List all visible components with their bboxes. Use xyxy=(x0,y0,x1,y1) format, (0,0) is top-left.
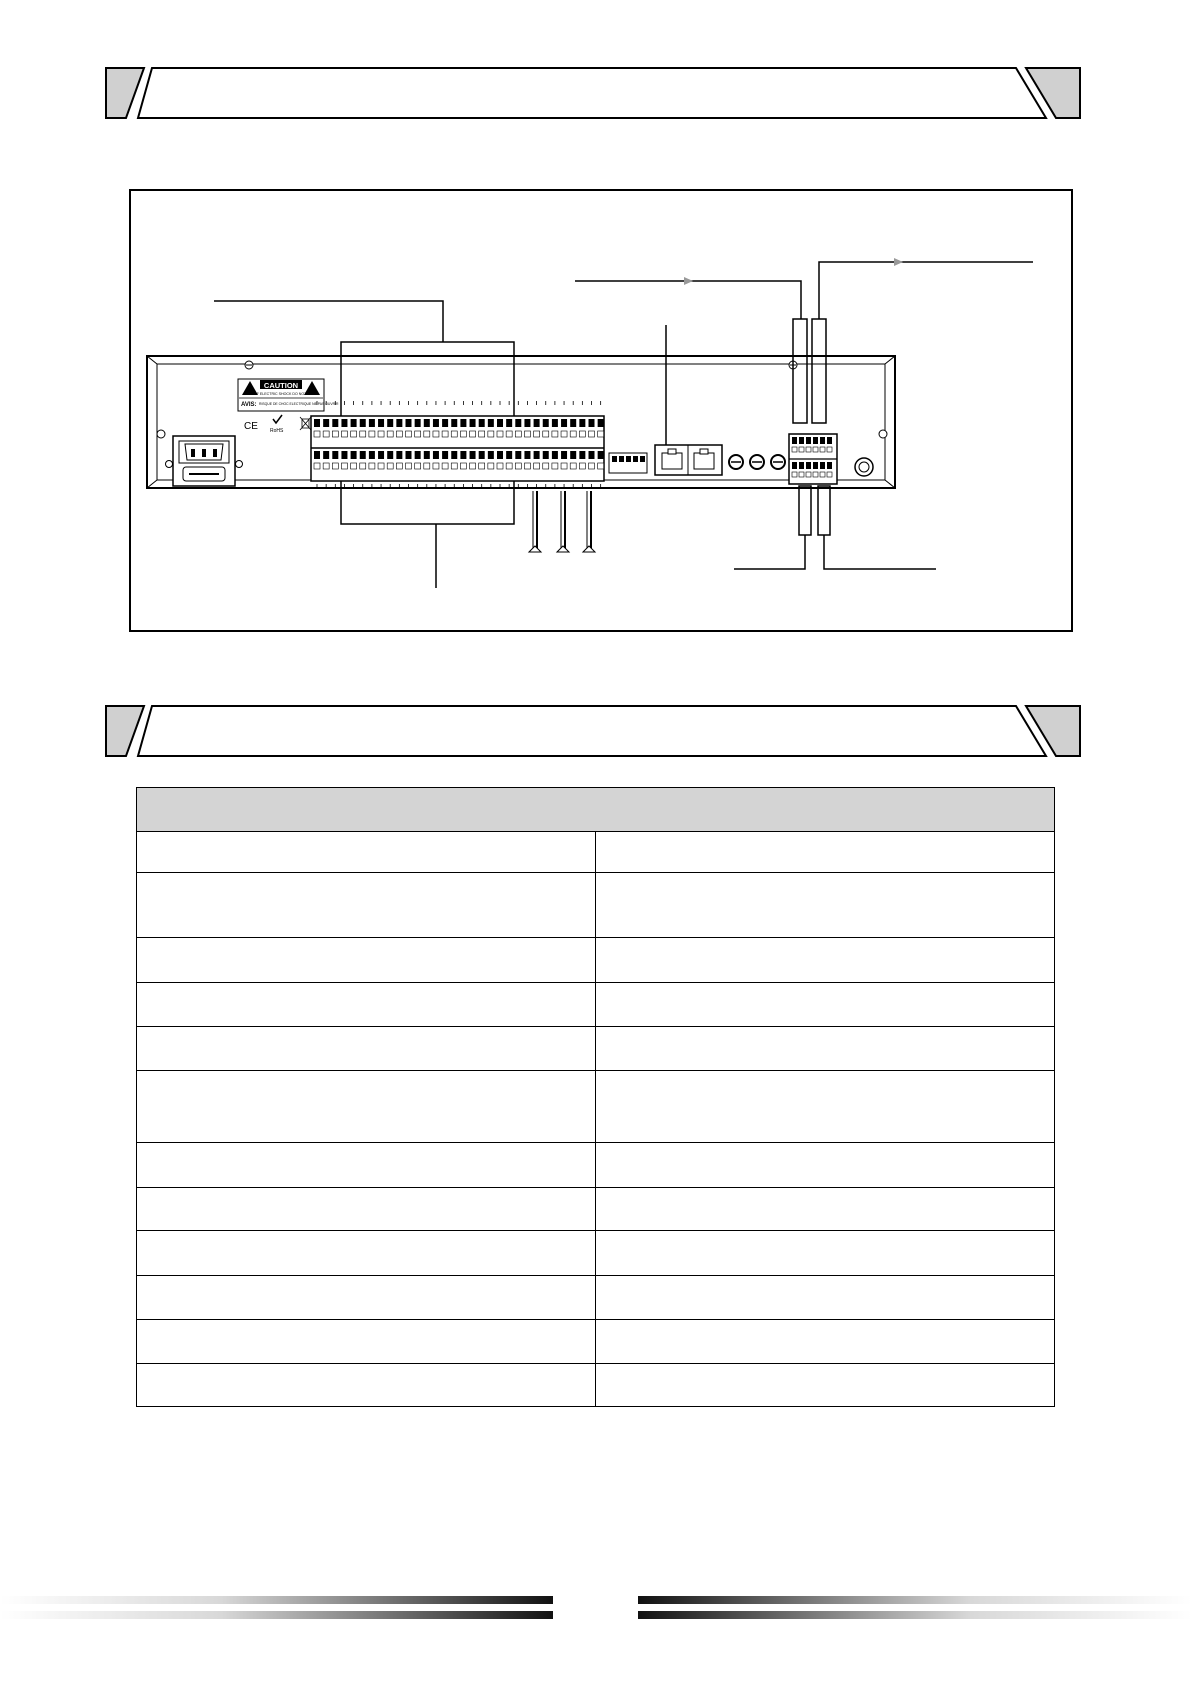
spec-value xyxy=(596,1320,1055,1364)
screw-icon xyxy=(245,361,253,369)
section-2-banner xyxy=(104,704,1082,758)
spec-table-header xyxy=(137,788,1055,832)
table-row xyxy=(137,873,1055,938)
table-row xyxy=(137,1320,1055,1364)
ac-power-inlet xyxy=(166,436,243,486)
table-row xyxy=(137,938,1055,983)
volume-knob-icon xyxy=(771,455,785,469)
spec-value xyxy=(596,1231,1055,1276)
spec-value xyxy=(596,1188,1055,1231)
spec-label xyxy=(137,873,596,938)
table-row xyxy=(137,1027,1055,1071)
spec-value xyxy=(596,983,1055,1027)
rj45-ports xyxy=(655,445,722,475)
spec-value xyxy=(596,1276,1055,1320)
spec-value xyxy=(596,938,1055,983)
spec-label xyxy=(137,1364,596,1407)
arrow-icon xyxy=(894,258,903,266)
cable-connector-symbols xyxy=(529,491,595,552)
table-row xyxy=(137,832,1055,873)
volume-knob-icon xyxy=(750,455,764,469)
table-row xyxy=(137,983,1055,1027)
caution-label xyxy=(238,379,339,411)
caution-subtext: RISK OF ELECTRIC SHOCK DO NOT OPEN xyxy=(244,392,318,396)
spec-label xyxy=(137,938,596,983)
table-row xyxy=(137,1071,1055,1143)
spec-label xyxy=(137,1276,596,1320)
table-row xyxy=(137,1143,1055,1188)
spec-label xyxy=(137,832,596,873)
spec-label xyxy=(137,983,596,1027)
spec-table-header-row xyxy=(137,788,1055,832)
spec-label xyxy=(137,1143,596,1188)
weee-bin-icon xyxy=(300,417,311,430)
footer-stripe-left xyxy=(0,1596,553,1626)
ce-mark-icon: CE xyxy=(244,421,258,432)
ground-screw-icon xyxy=(855,458,873,476)
spec-value xyxy=(596,873,1055,938)
spec-label xyxy=(137,1320,596,1364)
spec-label xyxy=(137,1027,596,1071)
table-row xyxy=(137,1231,1055,1276)
spec-label xyxy=(137,1188,596,1231)
arrow-icon xyxy=(684,277,693,285)
rear-panel-diagram xyxy=(129,189,1073,632)
screw-icon xyxy=(157,430,165,438)
table-row xyxy=(137,1364,1055,1407)
dip-connector xyxy=(609,453,647,473)
spec-value xyxy=(596,1143,1055,1188)
avis-subtext: RISQUE DE CHOC ELECTRIQUE NE PAS OUVRIR xyxy=(259,402,339,406)
input-terminal-block xyxy=(789,434,837,484)
table-row xyxy=(137,1188,1055,1231)
table-row xyxy=(137,1276,1055,1320)
section-1-banner xyxy=(104,66,1082,120)
spec-label xyxy=(137,1231,596,1276)
svg-text:RoHS: RoHS xyxy=(270,428,284,434)
spec-label xyxy=(137,1071,596,1143)
screw-icon xyxy=(879,430,887,438)
spec-value xyxy=(596,1364,1055,1407)
spec-value xyxy=(596,1027,1055,1071)
caution-text: CAUTION xyxy=(263,381,299,390)
spec-value xyxy=(596,832,1055,873)
spec-value xyxy=(596,1071,1055,1143)
specification-table xyxy=(136,787,1055,1407)
footer-stripe-right xyxy=(638,1596,1192,1626)
avis-text: AVIS: xyxy=(241,402,257,408)
volume-knob-icon xyxy=(729,455,743,469)
